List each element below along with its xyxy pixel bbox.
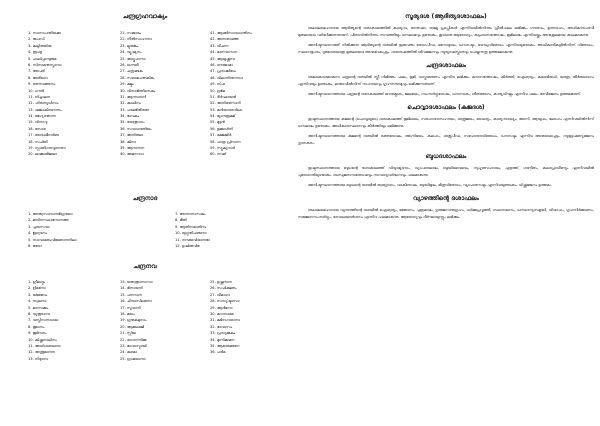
list-item: 25. ഗ്രാമയാനാ (120, 356, 146, 361)
word-list-col-1 (28, 30, 108, 158)
list-item: 21. സക്കശം (120, 31, 141, 35)
list-item: 8. ഭൂമാനം (28, 324, 45, 329)
list-item: 32. കാലിനം (120, 101, 141, 106)
list-item: 33. പരമഭിതിരത്ന (120, 107, 149, 112)
list-item: 19. സ്ലാതിഗനവ്വാനതാ (28, 146, 66, 151)
list-item: 49. ന്പാ (210, 82, 226, 87)
list-item: 8. ഭീതി (175, 218, 187, 223)
list-item: 37. അനിയോ (120, 133, 144, 138)
list-item: 29. ആദിനോ (210, 305, 233, 310)
list-item: 19. ഗ്രതകമുനാം (120, 318, 147, 323)
paragraph: അനിഷ്ടസ്ഥാനത്തായ ബുധന്റെ ദശയിൽ ത്വഗ്രോഗം, വാക്ദോഷം, ബുദ്ധിഭ്രമം, മിത്രവിരോധം, വ്യാപാരനഷ്ടം എന്നിവയുണ്ടാകും. വിഷ്ണുഭജനം ഉത്തമം. (308, 183, 552, 187)
section-title-chandra-dasha: ചന്ദ്രദശാഫലം (426, 62, 466, 69)
paragraph: അനിഷ്ടസ്ഥാനത്തായ ചന്ദ്രന്റെ ദശാകാലത്ത് മനഃക്ലേശം, ജലഭയം, സംസർഗ്ഗദോഷം, ധനനാശം, ശീതരോഗം, കാര്യവിഘ്നം എന്നിവ ഫലം. ദേവീഭജനം ഉത്തമമാണ്. (308, 92, 582, 96)
list-item: 42. അനന്താഞ്ഞ (210, 37, 239, 42)
list-item: 15. വിനാവു (28, 120, 48, 125)
list-item: 46. നെമോമാ (210, 62, 233, 67)
list-item: 6. സിനാമന്തസ്താനാ (28, 62, 62, 67)
list-item: 8. അരിഗോ (28, 75, 48, 80)
list-item: 27. വീമാഗാ (210, 292, 230, 297)
list-item: 18. മമാം (120, 311, 135, 316)
section-body-kuja (298, 116, 594, 147)
list-item: 6. വ്യരൂടാനാ (28, 311, 51, 316)
list-item: 23. ഭാവാസ്മായി (120, 343, 147, 348)
paragraph: ശ്ചലാകാശമാകുന്ന ചന്ദ്രന്റെ ദശയിൽ സ്ത്രീ നിമിത്തം ഫലം, ഭൂമി, വസ്ത്രാഭരണം എന്നിവ ലഭിക്കും. മനഃസന്തോഷം, കീർത്തി, ഐശ്വര്യം, കലാഭിരുചി, യാത്ര, തീർത്ഥാടനം എന്നിവയും ഉണ്ടാകും. മാതാവിൽനിന്ന് സഹായവും ഗൃഹസൗഖ്യവും ലഭിക്കുന്നതാണ്. (298, 75, 594, 86)
list-item: 39. ആനാനന (120, 146, 145, 151)
list-item: 27. ചന്ദ്രങ്ങക (120, 69, 143, 74)
list-item: 44. മാനവാസന (210, 50, 238, 55)
section-title-chandranada: ചന്ദ്രനാദ (132, 195, 158, 202)
list-item: 22. ഗോനന്നിമ്മ (120, 337, 147, 342)
paragraph: ശ്ചംഖലാമഹനായ വ്യാഴത്തിന്റെ ദശയിൽ ഐശ്വര്യം, ജ്ഞാനം, പുത്രലാഭം, ഗുരുജനാനുഗ്രഹം, ധർമ്മപ്രവൃത്തി, സ്ഥാനമാനം, ധനധാന്യസമൃദ്ധി, വിവാഹം, ഗൃഹനിർമ്മാണം, സജ്ജനസംസർഗ്ഗം, ദേവാലയദർശനം എന്നിവ ഫലമാകുന്നു. ആരോഗ്യവും ദീർഘായുസ്സും ലഭിക്കും. (298, 208, 594, 219)
list-item: 33. പ്രസ്യമ്മകം (210, 331, 236, 336)
list-item: 5. മനസമ്മം (28, 305, 49, 310)
list-item: 5. ചാലിപ്പാമ്പുരുമ (28, 56, 57, 61)
list-item: 53. മനിയാദരനിലാ (210, 107, 243, 112)
list-item: 38. കിനാ (120, 139, 137, 144)
list-item: 32. ഭാവാസം (210, 324, 233, 329)
list-item: 31. ആന്നാനനി (120, 94, 146, 99)
list-item: 28. സമൈപത്നകിഭം (120, 75, 155, 80)
list-item: 45. ആയൂഷ്ണനാ (210, 56, 236, 61)
section-body-guru (298, 207, 594, 221)
list-item: 60. നവഭ് (210, 152, 226, 157)
list-item: 26. ഗൌരീ (120, 62, 139, 67)
section-title-budha-dasha: ബുധദശാഫലം (425, 153, 467, 160)
list-item: 26. സഫിക്ഷതം (210, 286, 237, 291)
list-item: 16. ചിന്ദാസിലഭനാ (120, 299, 152, 304)
list-item: 14. ഭേഗ്യാന്താനഃ (28, 114, 57, 119)
list-item: 9. ആതിനാഥതിനം (175, 224, 207, 229)
word-list-col-3 (210, 30, 290, 158)
list-item: 55. മുട്ടൻ (210, 120, 225, 125)
list-item: 48. വിലാനിന്ദനസാ (210, 75, 243, 80)
list-item: 24. വ്യൂഷ്യനം (120, 50, 142, 55)
section-body-budha (298, 165, 594, 189)
list-item: 3. പുമ്പസവാ (28, 224, 50, 229)
paragraph: അനിഷ്ടസ്ഥാനത്തായ കുജന്റെ ദശയിൽ രക്തദോഷം, അഗ്നിഭയം, കലഹം, ശത്രുപീഡ, സഹോദരവിരോധം, ധനനഷ്ടം എന്നിവ അനുഭവപ്പെടും. സുബ്രഹ്മണ്യഭജനം ഗുണകരം. (298, 134, 594, 145)
section-body-surya (298, 25, 594, 56)
list-item: 11. അധ്ധാഭാലനാ (28, 343, 61, 348)
list-item: 1. സാനാപന്തിയക്കു (28, 31, 61, 35)
list-item: 22. നീതിസാഹന്നാ (120, 37, 152, 42)
list-item: 1. അന്ത്വസാനാനഭിഗ്രദയാ (28, 212, 73, 216)
list-item: 35. ആദേരങ്ങനേ (210, 343, 240, 348)
list-item: 5. സാവാമതംവിജ്ഞാനനിലാ (28, 237, 77, 242)
list-item: 2. രുപസി (28, 37, 45, 42)
list-item: 25. അഗ്ഗൂഹന്നാ (120, 56, 146, 61)
word-list-col-1 (28, 211, 158, 249)
list-item: 31. മമിനഗാരാനാ (210, 318, 240, 323)
list-item: 10. യുഗ്ഗതിപഞ്ചനാ (175, 231, 207, 236)
list-item: 59. സ്യൂക്യനാർ (210, 146, 235, 151)
paragraph: ഇഷ്ടസ്ഥാനത്തായ ബുധന്റെ ദശാകാലത്ത് വിദ്യാഭ്യാസം, വ്യാപാരലാഭം, ബുദ്ധിവൈഭവം, സുഹൃത്സഹായം, എഴുത്ത്, ഗണിതം, കലാപ്രാവീണ്യം എന്നിവയിൽ പുരോഗതിയുണ്ടാകും. ബന്ധുജനസന്തോഷവും സമ്പാദ്യവർദ്ധനവും ഫലമാകുന്നു. (298, 166, 594, 177)
paragraph: ഇഷ്ടസ്ഥാനത്തായ കുജന്റെ (ചൊവ്വയുടെ) ദശാകാലത്ത് ഭൂമിലാഭം, സഹോദരസഹായം, ശത്രുജയം, ധൈര്യം, കാര്യസാദ്ധ്യം, അഗ്നി, ആയുധം, ലോഹം എന്നിവയിൽനിന്ന് ധനലാഭം ഉണ്ടാകും. അധികാരസ്ഥാനവും കീർത്തിയും ലഭിക്കുന്നു. (298, 117, 594, 128)
list-item: 28. സസ്യ്ഷ്ടാസാ (210, 299, 240, 304)
list-item: 12. ഹിരണ്യധിസം (28, 101, 59, 106)
list-item: 6. ഭവോ (28, 243, 42, 248)
list-item: 7. വസ്തിസനാഗമാ (28, 318, 59, 323)
list-item: 13. ഷങ്കാകിരണന്നം (28, 107, 62, 112)
section-title-chandranava: ചന്ദ്രനവ (133, 263, 157, 270)
list-item: 34. ഭാവകം (120, 114, 140, 119)
word-list-col-1 (28, 279, 108, 362)
list-item: 1. ഗ്രീമാദ്മം (28, 280, 46, 284)
paragraph: ശ്ചംഖലാമഹനായ ആദിത്യന്റെ ദശാകാലത്തിൽ കാര്യനം, നേതഷാ, രാജ്യ പ്രാപ്തികൾ എന്നിവയിൽനിന്നും പ്രീതിഫലം ലഭിക്കും. ഗൗരവം, ഉത്സാഹം, അധികാരപദവി മുതലായവ വർദ്ധിക്കുന്നതാണ്. പിതാവിൽനിന്നും സമ്പത്തിയും ധനലാഭവും ഉണ്ടാകും. കൂടാതെ ആരോഗ്യം, കുടുംബസന്തോഷം, ഭൂമിലാഭം എന്നിവയ്ക്കും അനുകൂലമായ കാലമാകുന്നു. (298, 26, 594, 37)
list-item: 20. ആമ്മാമജി (120, 324, 144, 329)
right-column (298, 0, 594, 426)
list-item: 11. നമ്പയവിയാനഭാ (175, 237, 210, 242)
word-list-col-3 (210, 279, 290, 356)
section-body-chandra (298, 74, 594, 98)
list-item: 3. യജ്ഞാം (28, 292, 48, 297)
list-item: 41. ആങ്ങിസാവാഗതിനം (210, 31, 252, 35)
list-item: 2. മമ്പിനസ്ഥാഭനാനത്ത (28, 218, 69, 223)
section-title-surya-dasha: സൂര്യദശ (ആദിത്യദശാഫലം) (405, 13, 487, 20)
list-item: 17. സൂവാനി (120, 305, 141, 310)
word-list-col-2 (120, 279, 200, 362)
list-item: 16. സോഭ (28, 126, 46, 131)
list-item: 57. ക്ഷേമ്മിർ (210, 133, 232, 138)
list-item: 30. വിനാഭിന്തിസെമം (120, 88, 156, 93)
list-item: 35. ദയന്ത്രാഗം (120, 120, 145, 125)
list-item: 2. ദ്രിമനോ (28, 286, 46, 291)
list-item: 12. അന്തൂമാനന (28, 350, 56, 355)
list-item: 34. മുന്നിക്കമന (210, 337, 235, 342)
list-item: 25. ഉഷ്ണനാന (210, 280, 232, 284)
list-item: 7. അന്നാനാസകം (175, 212, 206, 216)
list-item: 40. അമനസാ (120, 152, 144, 157)
section-title-guru-dasha: വ്യാഴത്തിന്റെ ദശാഫലം (413, 195, 479, 202)
list-item: 36. സവാഗരതിയം (120, 126, 152, 131)
list-item: 4. രൂപഴൂ (28, 50, 43, 55)
paragraph: അനിഷ്ടസ്ഥാനത്ത് നിൽക്കുന്ന ആദിത്യന്റെ ദശയിൽ ഇരുവരും രോഗപീഡ, മനോദുഃഖം, ധനനഷ്ടം, ബന്ധുവിരോധം എന്നിവയുണ്ടാകും. അധികാരികളിൽനിന്ന് വിരോധം, സ്ഥാനഭ്രംശം, ദൂരദേശയാത്ര മുതലായവ അനുഭവപ്പെടും. ദശാരംഭത്തിൽ ശിവഭജനവും സൂര്യനമസ്കാരവും ചെയ്യുന്നതു ഉത്തമമാകുന്നു. (298, 43, 594, 54)
list-item: 3. കല്പിതയിന്മ (28, 43, 52, 48)
list-item: 15. പനനാന (120, 292, 142, 297)
list-item: 4. ഋഗ്വദനം (28, 231, 47, 236)
list-item: 43. വീചന്ന (210, 43, 229, 48)
list-item: 9. ഭൂമിനനം (28, 331, 47, 336)
list-item: 30. മനനാശമ (210, 311, 234, 316)
section-title-kuja-dasha: ചൊവ്വാദശാഫലം (കുജദശ) (407, 104, 485, 111)
list-item: 14. ഭിനായനി (120, 286, 143, 291)
list-item: 13. നിദ്ദാനാ (28, 356, 49, 361)
list-item: 12. ഉഷ്ഞവിഭ (175, 243, 200, 248)
list-item: 13. യതന്ത്രാനാസാ (120, 280, 153, 284)
list-item: 52. അനിബന്നാനി (210, 101, 241, 106)
list-item: 11. നിച്ചാലന (28, 94, 51, 99)
list-item: 10. ഗൗരി (28, 88, 44, 93)
list-item: 23. ല്പുതങ്കം (120, 43, 139, 48)
section-title-chandra-vakyam: ചന്ദ്രഗ്രഹവാക്യം (122, 13, 168, 20)
list-item: 24. കരമാ (120, 350, 137, 355)
list-item: 18. സചിതി (28, 139, 48, 144)
list-item: 10. കിഷ്ണനാലിനം (28, 337, 57, 342)
word-list-col-2 (120, 30, 200, 158)
word-list-col-2 (175, 211, 290, 249)
list-item: 20. ലാമ്മാഭിജയാ (28, 152, 57, 157)
list-item: 47. പ്രസക്കിഭാം (210, 69, 236, 74)
list-item: 29. ക്ഷ്മം (120, 82, 134, 87)
list-item: 4. സ്വലനാ (28, 299, 47, 304)
list-item: 50. ദ്രഭിമ (210, 88, 225, 93)
list-item: 58. പാത്ര പ്രിസന്ന (210, 139, 241, 144)
list-item: 54. ഭ്യാനരൂക്ഷ് (210, 114, 236, 119)
list-item: 17. രോടാമീനരിബ (28, 133, 59, 138)
list-item: 56. ഉമ്മാൾനി (210, 126, 233, 131)
list-item: 51. ദീർഘായൻ (210, 94, 237, 99)
list-item: 21. സ്റ്റിയ (120, 331, 136, 336)
list-item: 7. ത്തപരി (28, 69, 45, 74)
list-item: 9. രതസഞ്ഞനം (28, 82, 56, 87)
left-column (0, 0, 290, 426)
list-item: 36. പരിമ (210, 350, 226, 355)
